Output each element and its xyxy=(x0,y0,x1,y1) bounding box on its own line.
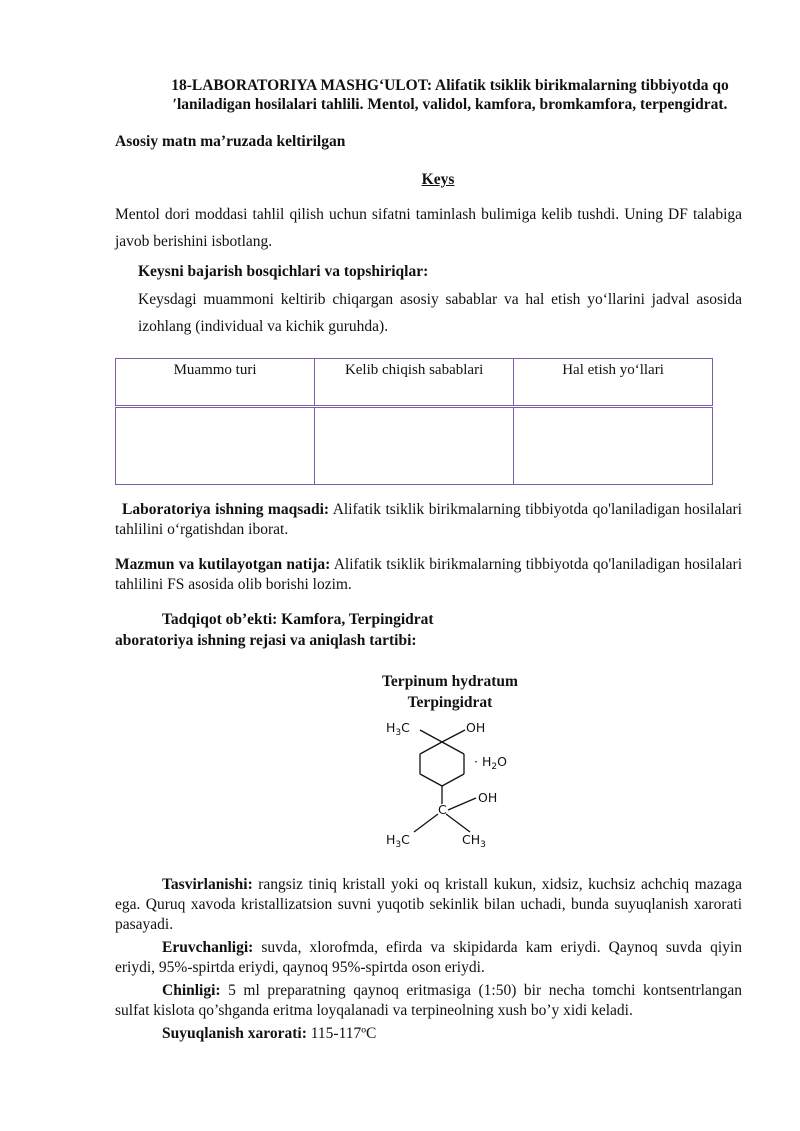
terpin-hydrate-structure xyxy=(370,716,530,848)
melting-label: Suyuqlanish xarorati: xyxy=(162,1025,307,1042)
tasks-text xyxy=(138,286,742,340)
tasks-text-line-1: Keysdagi muammoni keltirib chiqargan asosiy sabablar va hal etish yo‘llarini jadval asosida xyxy=(138,291,742,308)
table-cell-empty[interactable] xyxy=(514,407,713,485)
table-cell-empty[interactable] xyxy=(315,407,514,485)
solubility-paragraph xyxy=(115,938,742,978)
table-cell-empty[interactable] xyxy=(116,407,315,485)
solubility-text: suvda, xlorofmda, efirda va skipidarda kam eriydi. Qaynoq suvda qiyin eriydi, 95%-spirtda eriydi, qaynoq 95%-spirtda oson eriydi. xyxy=(115,939,742,976)
table-header-cell: Kelib chiqish sabablari xyxy=(315,359,514,407)
h3c-bottom-label: $H_3C$ xyxy=(386,832,410,848)
table-header-cell: Muammo turi xyxy=(116,359,315,407)
case-text xyxy=(115,201,742,255)
table-row xyxy=(116,407,713,485)
content-label: Mazmun va kutilayotgan natija: xyxy=(115,556,331,573)
solubility-label: Eruvchanligi: xyxy=(162,939,254,956)
oh-side-label: OH xyxy=(478,790,498,805)
description-label: Tasvirlanishi: xyxy=(162,876,253,893)
purity-text: 5 ml preparatning qaynoq eritmasiga (1:50) bir necha tomchi kontsentrlangan sulfat kislota qo’shganda eritma loyqalanadi va terpineolning xush bo’y xidi keladi. xyxy=(115,982,742,1019)
water-label: · $H_2O$ xyxy=(474,754,507,772)
ch3-bottom-label: $CH_3$ xyxy=(462,832,486,848)
table-header-cell: Hal etish yo‘llari xyxy=(514,359,713,407)
goal-text: Alifatik tsiklik birikmalarning tibbiyotda qo'laniladigan hosilalari tahlilini o‘rgatishdan iborat. xyxy=(115,501,742,538)
page-title-line-2: ʹlaniladigan hosilalari tahlili. Mentol, validol, kamfora, bromkamfora, terpengidrat. xyxy=(172,96,728,113)
purity-label: Chinligi: xyxy=(162,982,221,999)
object-line: Tadqiqot ob’ekti: Kamfora, Terpingidrat xyxy=(162,611,434,628)
substance-name: Terpingidrat xyxy=(407,694,493,711)
intro-note: Asosiy matn ma’ruzada keltirilgan xyxy=(115,133,346,150)
melting-text: 115-117ºC xyxy=(306,1025,377,1042)
description-paragraph xyxy=(115,875,742,935)
c-atom-label: C xyxy=(438,802,447,817)
content-paragraph xyxy=(115,555,742,595)
h3c-top-label: $H_3C$ xyxy=(386,720,410,738)
keys-heading xyxy=(0,166,800,193)
description-text: rangsiz tiniq kristall yoki oq kristall kukun, xidsiz, kuchsiz achchiq mazaga ega. Quruq xavoda kristallizatsion suvni yuqotib sekinlik bilan uchadi, bunda suyuqlanish xarorati pasayadi. xyxy=(115,876,742,933)
case-text-line-1: Mentol dori moddasi tahlil qilish uchun sifatni taminlash bulimiga kelib tushdi. Uning DF talabiga xyxy=(115,206,742,223)
page-title xyxy=(113,76,787,114)
substance-latin-name: Terpinum hydratum xyxy=(382,673,518,690)
table-header-row xyxy=(116,359,713,407)
case-analysis-table xyxy=(115,358,713,485)
goal-paragraph xyxy=(115,500,742,540)
tasks-heading: Keysni bajarish bosqichlari va topshiriqlar: xyxy=(138,263,429,280)
case-text-line-2: javob berishini isbotlang. xyxy=(115,233,273,250)
page-title-line-1: 18-LABORATORIYA MASHG‘ULOT: Alifatik tsiklik birikmalarning tibbiyotda qo xyxy=(171,77,729,94)
plan-line: aboratoriya ishning rejasi va aniqlash tartibi: xyxy=(115,632,417,649)
purity-paragraph xyxy=(115,981,742,1021)
oh-top-label: OH xyxy=(466,720,486,735)
tasks-text-line-2: izohlang (individual va kichik guruhda). xyxy=(138,318,389,335)
keys-heading-text: Keys xyxy=(421,171,455,188)
content-text: Alifatik tsiklik birikmalarning tibbiyotda qo'laniladigan hosilalari tahlilini FS asosida olib borishi lozim. xyxy=(115,556,743,593)
goal-label: Laboratoriya ishning maqsadi: xyxy=(122,501,330,518)
melting-paragraph xyxy=(162,1024,376,1044)
